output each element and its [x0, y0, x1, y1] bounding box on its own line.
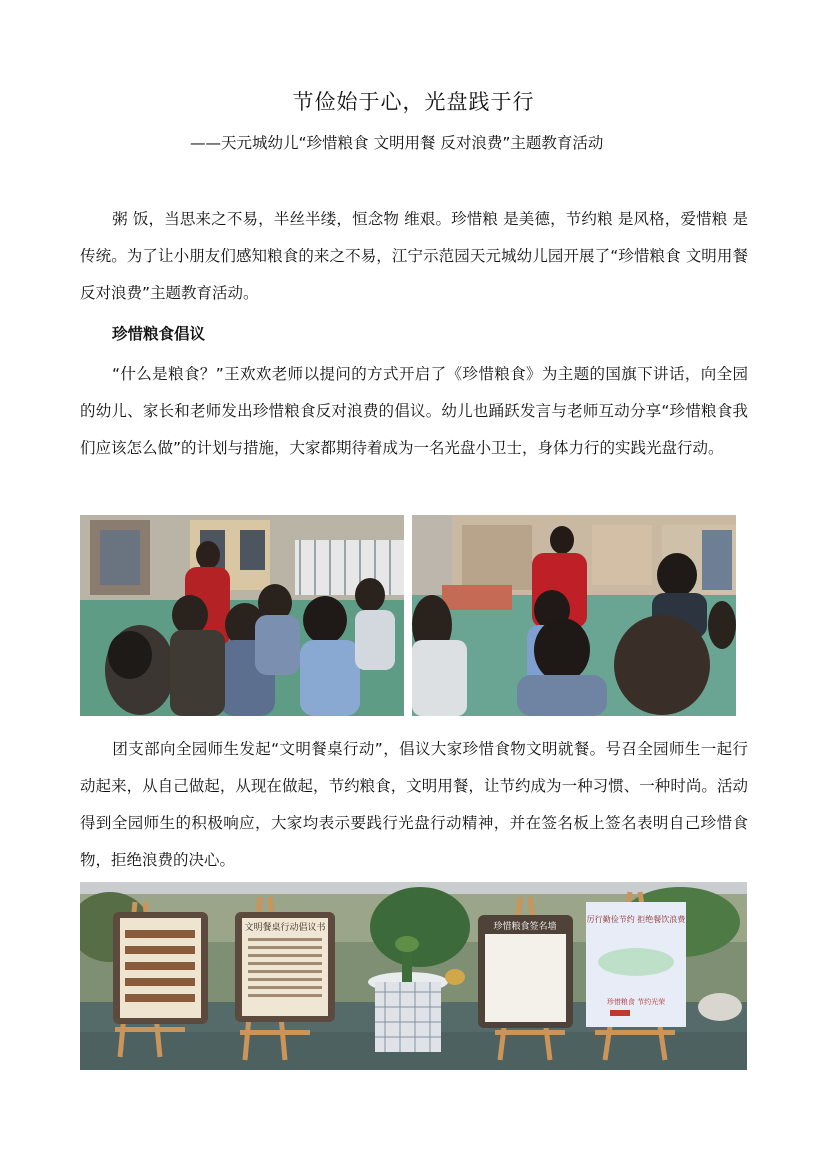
- intro-paragraph: [80, 201, 748, 312]
- proposal-paragraph: [80, 356, 748, 467]
- proposal-text: “什么是粮食？”王欢欢老师以提问的方式开启了《珍惜粮食》为主题的国旗下讲话，向全园的幼儿、家长和老师发出珍惜粮食反对浪费的倡议。幼儿也踊跃发言与老师互动分享“珍惜粮食我们应该怎么做”的计划与措施，大家都期待着成为一名光盘小卫士，身体力行的实践光盘行动。: [80, 365, 748, 457]
- photo-teacher-speech-right: [412, 515, 736, 716]
- page-title: 节俭始于心，光盘践于行: [292, 90, 535, 114]
- board2-title: 文明餐桌行动倡议书: [244, 923, 326, 933]
- photo-teacher-speech-left: [80, 515, 404, 716]
- section-heading: 珍惜粮食倡议: [112, 325, 206, 343]
- civilized-dining-paragraph: [80, 731, 748, 879]
- board4-footer: 珍惜粮食 节约光荣: [606, 998, 666, 1006]
- board4-title: 厉行勤俭节约 拒绝餐饮浪费: [586, 915, 686, 924]
- page-subtitle: ——天元城幼儿“珍惜粮食 文明用餐 反对浪费”主题教育活动: [190, 134, 604, 152]
- photo-display-boards: [80, 882, 747, 1070]
- intro-text: 粥 饭，当思来之不易，半丝半缕，恒念物 维艰。珍惜粮 是美德，节约粮 是风格，爱惜粮 是传统。为了让小朋友们感知粮食的来之不易，江宁示范园天元城幼儿园开展了“珍惜粮食 文明用餐 反对浪费”主题教育活动。: [80, 210, 748, 302]
- civilized-dining-text: 团支部向全园师生发起“文明餐桌行动”，倡议大家珍惜食物文明就餐。号召全园师生一起行动起来，从自己做起，从现在做起，节约粮食，文明用餐，让节约成为一种习惯、一种时尚。活动得到全园师生的积极响应，大家均表示要践行光盘行动精神，并在签名板上签名表明自己珍惜食物，拒绝浪费的决心。: [80, 740, 748, 869]
- board3-title: 珍惜粮食签名墙: [493, 922, 557, 932]
